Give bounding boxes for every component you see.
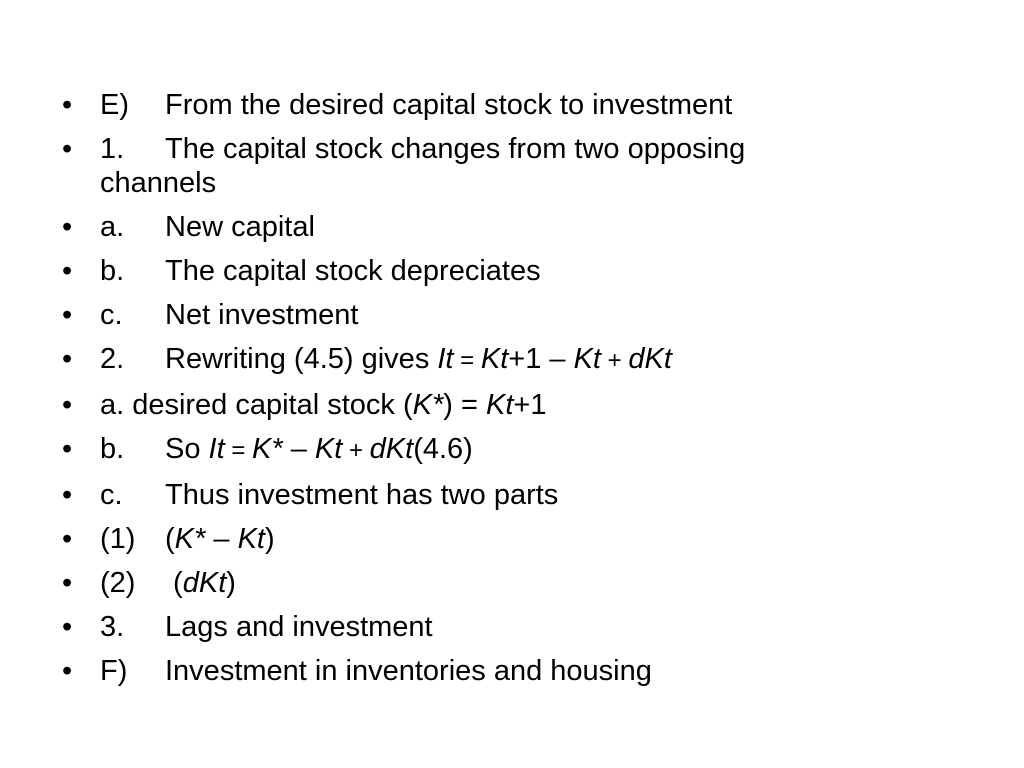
list-item — [62, 654, 962, 688]
bullet-dot: • — [62, 255, 73, 287]
math-Kt: Kt — [486, 389, 514, 421]
item-label: b. — [100, 433, 125, 465]
item-label: E) — [100, 89, 129, 121]
math-plus: + — [342, 437, 370, 464]
item-label: F) — [100, 655, 128, 687]
item-label: b. — [100, 255, 125, 287]
bullet-dot: • — [62, 567, 73, 599]
math-equals: = — [224, 437, 253, 464]
math-minus: – — [282, 433, 315, 465]
item-text-continued: channels — [100, 167, 217, 199]
bullet-dot: • — [62, 479, 73, 511]
item-label: (1) — [100, 523, 136, 555]
bullet-dot: • — [62, 433, 73, 465]
list-item — [62, 298, 962, 332]
list-item — [62, 342, 962, 378]
math-Kt: Kt — [573, 343, 601, 375]
list-item — [62, 132, 962, 200]
math-open-paren: ( — [165, 523, 175, 555]
math-Kt: Kt — [480, 343, 509, 375]
bullet-dot: • — [62, 211, 73, 243]
bullet-dot: • — [62, 89, 73, 121]
bullet-list — [62, 88, 962, 698]
item-text: From the desired capital stock to investment — [165, 89, 733, 121]
list-item — [62, 388, 962, 422]
item-label: a. — [100, 389, 125, 421]
item-text: Net investment — [165, 299, 359, 331]
math-close-paren: ) — [226, 567, 236, 599]
item-label: a. — [100, 211, 125, 243]
math-equals: = — [453, 347, 481, 374]
bullet-dot: • — [62, 343, 73, 375]
math-It: It — [437, 343, 454, 375]
list-item — [62, 88, 962, 122]
math-dKt: dKt — [369, 433, 414, 465]
bullet-dot: • — [62, 523, 73, 555]
math-open-paren: ( — [165, 567, 183, 599]
list-item — [62, 566, 962, 600]
list-item — [62, 254, 962, 288]
math-plus: + — [600, 347, 629, 374]
item-text: desired capital stock ( — [132, 389, 413, 421]
item-label: 2. — [100, 343, 125, 375]
item-text: New capital — [165, 211, 315, 243]
math-dKt: dKt — [182, 567, 227, 599]
item-text: So — [165, 433, 209, 465]
math-minus: – — [205, 523, 238, 555]
bullet-dot: • — [62, 133, 73, 165]
math-Kstar: K* — [174, 523, 206, 555]
math-Kstar: K* — [252, 433, 283, 465]
bullet-dot: • — [62, 611, 73, 643]
item-label: c. — [100, 299, 123, 331]
list-item — [62, 478, 962, 512]
bullet-dot: • — [62, 655, 73, 687]
item-text: Rewriting (4.5) gives — [165, 343, 438, 375]
math-close-equals: ) = — [443, 389, 487, 421]
math-dKt: dKt — [628, 343, 672, 375]
item-text: The capital stock changes from two opposing — [165, 133, 746, 165]
item-text: The capital stock depreciates — [165, 255, 541, 287]
bullet-dot: • — [62, 299, 73, 331]
math-plus-one: +1 — [513, 389, 547, 421]
math-close-paren: ) — [264, 523, 275, 555]
item-label: 3. — [100, 611, 125, 643]
math-It: It — [208, 433, 225, 465]
item-text: Lags and investment — [165, 611, 433, 643]
list-item — [62, 610, 962, 644]
math-Kt: Kt — [314, 433, 343, 465]
bullet-dot: • — [62, 389, 73, 421]
equation-number: (4.6) — [413, 433, 473, 465]
item-label: c. — [100, 479, 123, 511]
list-item — [62, 432, 962, 468]
item-text: Thus investment has two parts — [165, 479, 559, 511]
list-item — [62, 210, 962, 244]
math-plus-one-minus: +1 – — [508, 343, 574, 375]
item-text: Investment in inventories and housing — [165, 655, 652, 687]
item-label: (2) — [100, 567, 136, 599]
math-Kt: Kt — [237, 523, 265, 555]
math-Kstar: K* — [412, 389, 444, 421]
item-label: 1. — [100, 133, 125, 165]
list-item — [62, 522, 962, 556]
